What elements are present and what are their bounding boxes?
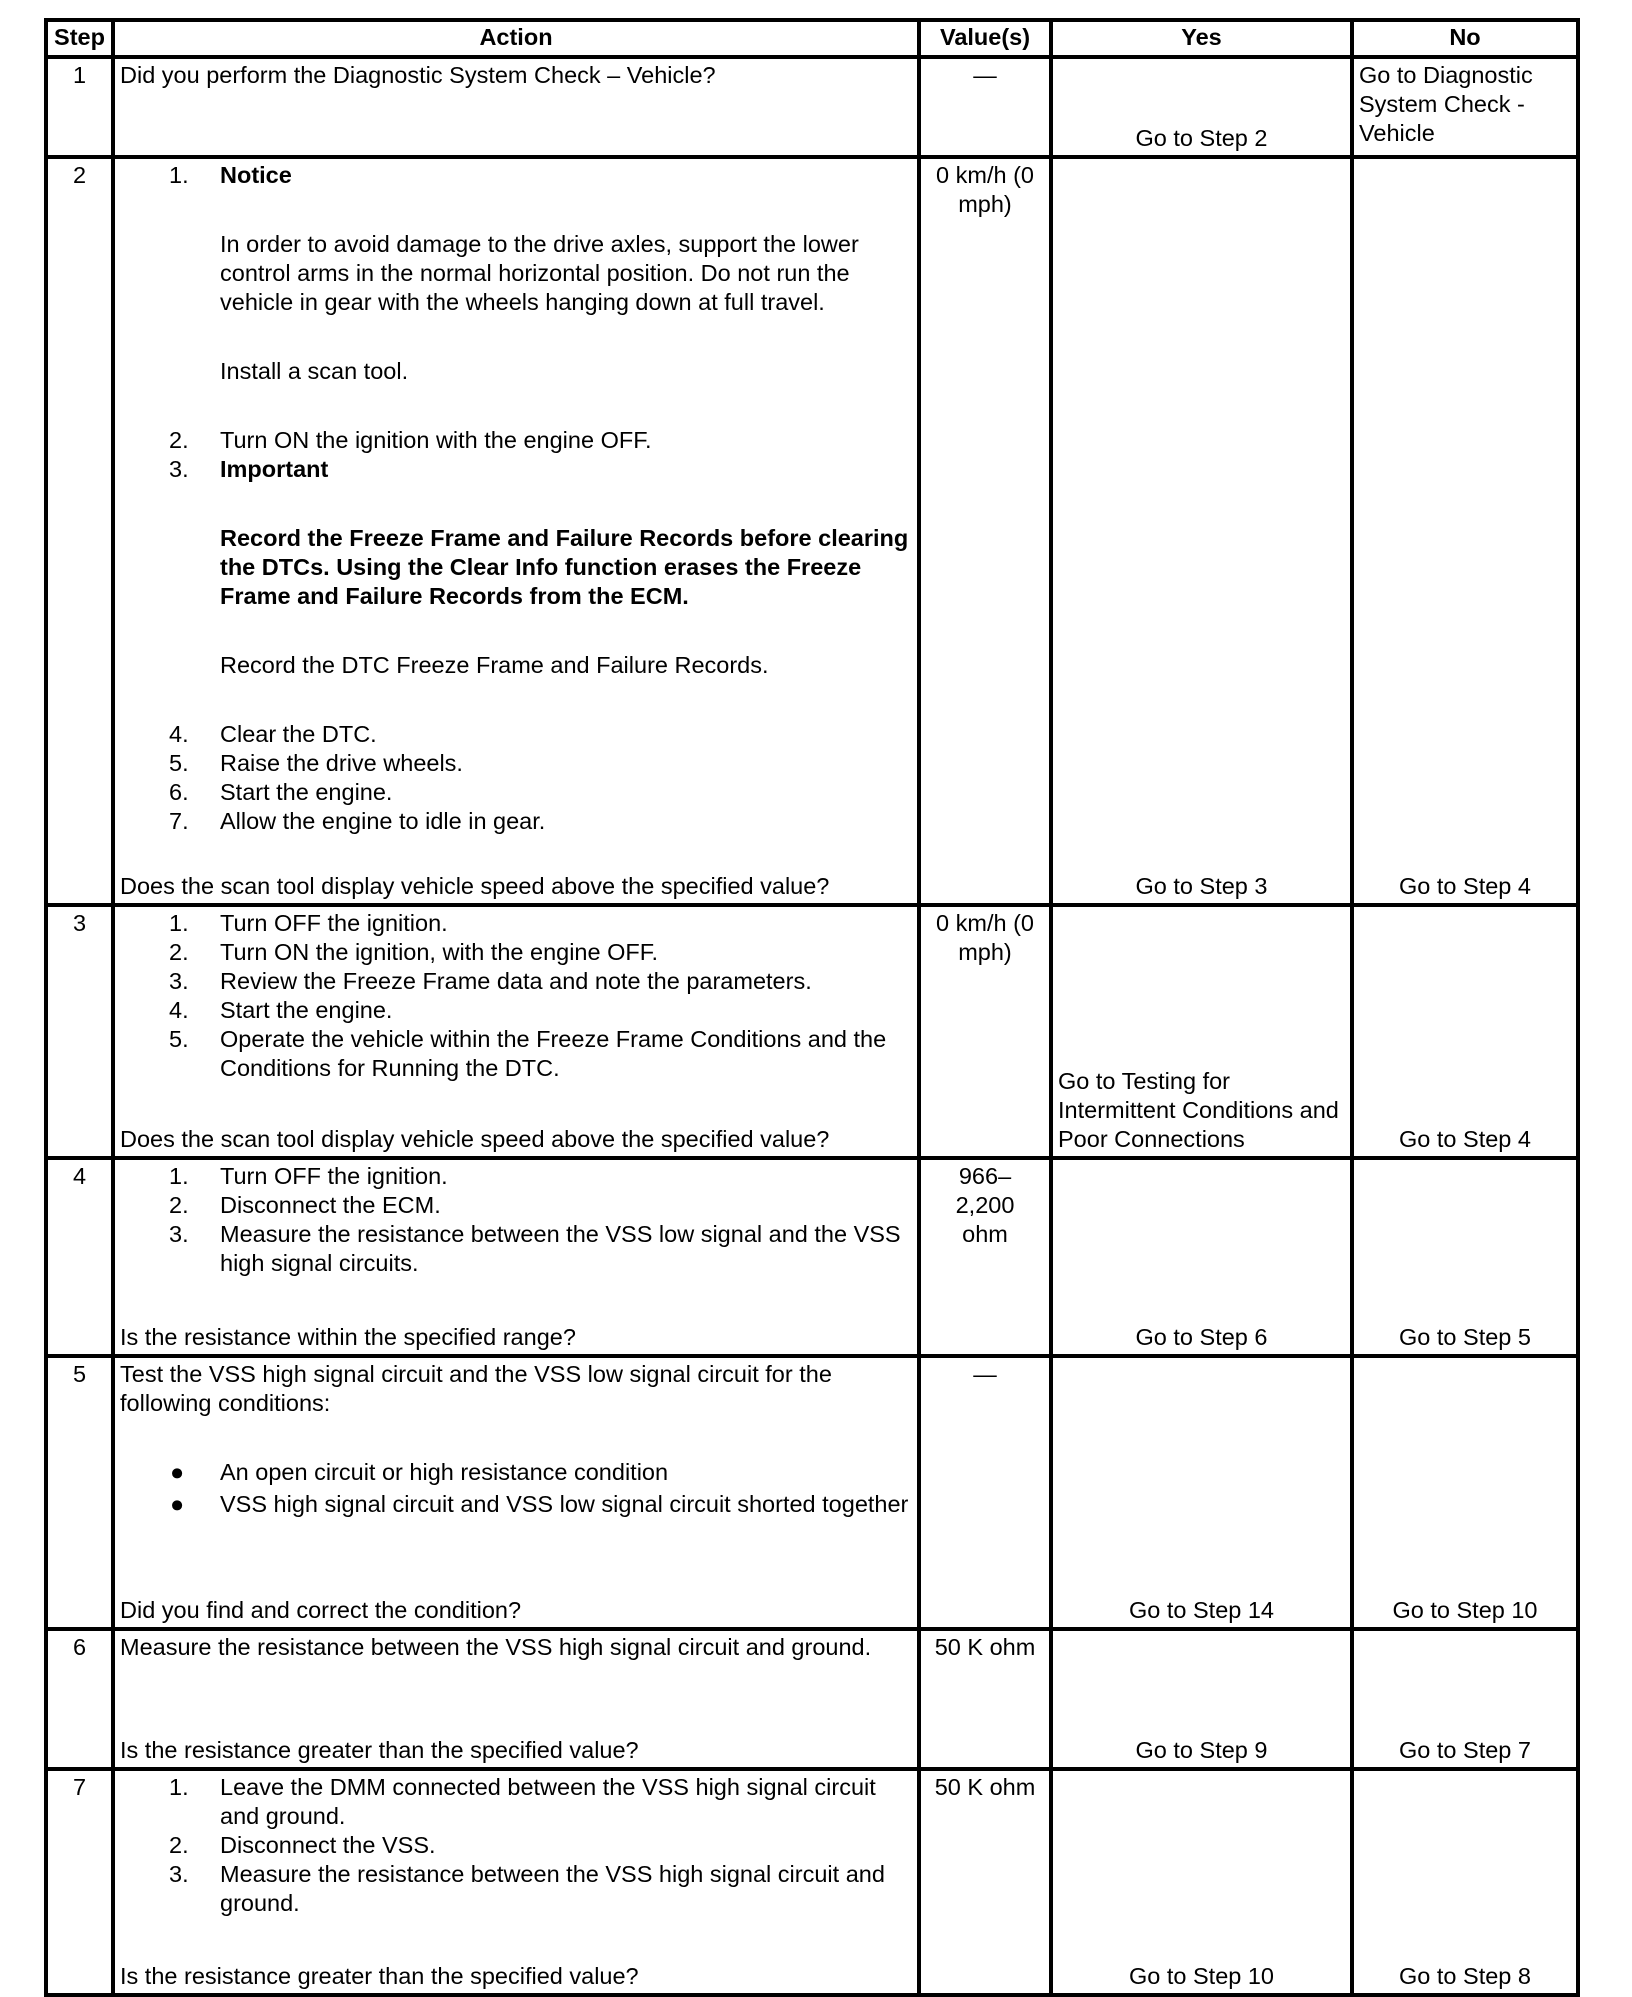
header-values: Value(s) [919,20,1051,57]
question-text: Does the scan tool display vehicle speed above the specified value? [120,1126,830,1152]
list-item: 1. Turn OFF the ignition. [169,1163,448,1189]
no-link[interactable]: Go to Step 4 [1399,873,1531,899]
header-no: No [1352,20,1578,57]
diagnostic-page [44,18,1576,1997]
value-cell: — [919,1356,1051,1629]
question-text: Is the resistance within the specified range? [120,1324,576,1350]
action-cell [113,1629,919,1769]
step-number: 5 [46,1356,113,1629]
list-item: 2. Turn ON the ignition with the engine OFF. [169,427,652,453]
bullet-icon: ● [170,1459,185,1485]
list-item: 2. Turn ON the ignition, with the engine OFF. [169,939,659,965]
table-row-step-5 [46,1356,1578,1629]
action-cell [113,1356,919,1629]
list-item: 5. Raise the drive wheels. [169,750,463,776]
action-cell [113,1769,919,1995]
table-row-step-6 [46,1629,1578,1769]
no-cell [1352,1769,1578,1995]
step-number: 2 [46,157,113,905]
table-row-step-4 [46,1158,1578,1356]
yes-cell [1051,1356,1352,1629]
yes-link[interactable]: Go to Step 2 [1135,125,1268,151]
step-number: 1 [46,57,113,157]
yes-link[interactable]: Go to Testing for Intermittent Conditions and Poor Connections [1058,1068,1339,1152]
table-header-row [46,20,1578,57]
no-cell [1352,1629,1578,1769]
yes-link[interactable]: Go to Step 9 [1135,1737,1268,1763]
step-number: 3 [46,905,113,1158]
header-yes: Yes [1051,20,1352,57]
value-cell: 50 K ohm [919,1769,1051,1995]
action-steps [120,1773,912,1918]
yes-link[interactable]: Go to Step 3 [1135,873,1268,899]
no-link[interactable]: Go to Diagnostic System Check - Vehicle [1359,62,1533,146]
list-item: 1. Leave the DMM connected between the VSS high signal circuit and ground. [169,1774,876,1829]
list-item: 7. Allow the engine to idle in gear. [169,808,546,834]
step-number: 6 [46,1629,113,1769]
value-cell: 0 km/h (0 mph) [919,157,1051,905]
no-link[interactable]: Go to Step 4 [1399,1126,1531,1152]
no-cell [1352,157,1578,905]
no-cell [1352,57,1578,157]
list-item: 5. Operate the vehicle within the Freeze Frame Conditions and the Conditions for Running the DTC. [169,1026,887,1081]
list-item: 3. Review the Freeze Frame data and note the parameters. [169,968,812,994]
list-item: 3. Measure the resistance between the VSS high signal circuit and ground. [169,1861,885,1916]
action-cell [113,57,919,157]
action-cell [113,905,919,1158]
value-cell: — [919,57,1051,157]
table-row-step-2 [46,157,1578,905]
table-row-step-7 [46,1769,1578,1995]
action-cell [113,1158,919,1356]
header-step: Step [46,20,113,57]
diagnostic-table [44,18,1580,1997]
no-cell [1352,1356,1578,1629]
question-text: Did you find and correct the condition? [120,1597,522,1623]
value-cell: 0 km/h (0 mph) [919,905,1051,1158]
yes-cell [1051,157,1352,905]
intro-text: Test the VSS high signal circuit and the VSS low signal circuit for the following conditions: [120,1361,832,1416]
action-cell [113,157,919,905]
yes-cell [1051,57,1352,157]
yes-link[interactable]: Go to Step 14 [1128,1597,1275,1623]
bullet-icon: ● [170,1491,185,1517]
step-number: 7 [46,1769,113,1995]
yes-link[interactable]: Go to Step 10 [1128,1963,1275,1989]
action-steps [120,1162,912,1278]
list-item: 2. Disconnect the ECM. [169,1192,441,1218]
action-steps [120,161,912,836]
no-cell [1352,1158,1578,1356]
no-link[interactable]: Go to Step 5 [1399,1324,1531,1350]
value-cell: 966–2,200 ohm [919,1158,1051,1356]
yes-cell [1051,1629,1352,1769]
question-text: Did you perform the Diagnostic System Check – Vehicle? [120,62,716,88]
header-action: Action [113,20,919,57]
intro-text: Measure the resistance between the VSS high signal circuit and ground. [120,1634,872,1660]
table-row-step-3 [46,905,1578,1158]
list-item: 6. Start the engine. [169,779,393,805]
list-item: 1. Notice In order to avoid damage to the drive axles, support the lower control arms in the normal horizontal position. Do not run the vehicle in gear with the wheels hanging down at full travel. Install a scan tool. [169,162,859,384]
yes-link[interactable]: Go to Step 6 [1135,1324,1268,1350]
table-row-step-1 [46,57,1578,157]
list-item: 2. Disconnect the VSS. [169,1832,436,1858]
yes-cell [1051,905,1352,1158]
no-link[interactable]: Go to Step 7 [1399,1737,1531,1763]
condition-list [120,1458,912,1519]
question-text: Is the resistance greater than the specified value? [120,1737,639,1763]
no-cell [1352,905,1578,1158]
list-item: ● VSS high signal circuit and VSS low signal circuit shorted together [170,1491,909,1517]
value-cell: 50 K ohm [919,1629,1051,1769]
no-link[interactable]: Go to Step 10 [1392,1597,1538,1623]
yes-cell [1051,1158,1352,1356]
list-item: ● An open circuit or high resistance condition [170,1459,669,1485]
list-item: 1. Turn OFF the ignition. [169,910,448,936]
question-text: Is the resistance greater than the specified value? [120,1963,639,1989]
yes-cell [1051,1769,1352,1995]
list-item: 4. Start the engine. [169,997,393,1023]
step-number: 4 [46,1158,113,1356]
list-item: 4. Clear the DTC. [169,721,377,747]
list-item: 3. Important Record the Freeze Frame and Failure Records before clearing the DTCs. Using the Clear Info function erases the Freeze Frame and Failure Records from the ECM. Record the DTC Freeze Frame and Failure Records. [169,456,909,678]
no-link[interactable]: Go to Step 8 [1399,1963,1531,1989]
question-text: Does the scan tool display vehicle speed above the specified value? [120,873,830,899]
action-steps [120,909,912,1083]
list-item: 3. Measure the resistance between the VSS low signal and the VSS high signal circuits. [169,1221,901,1276]
